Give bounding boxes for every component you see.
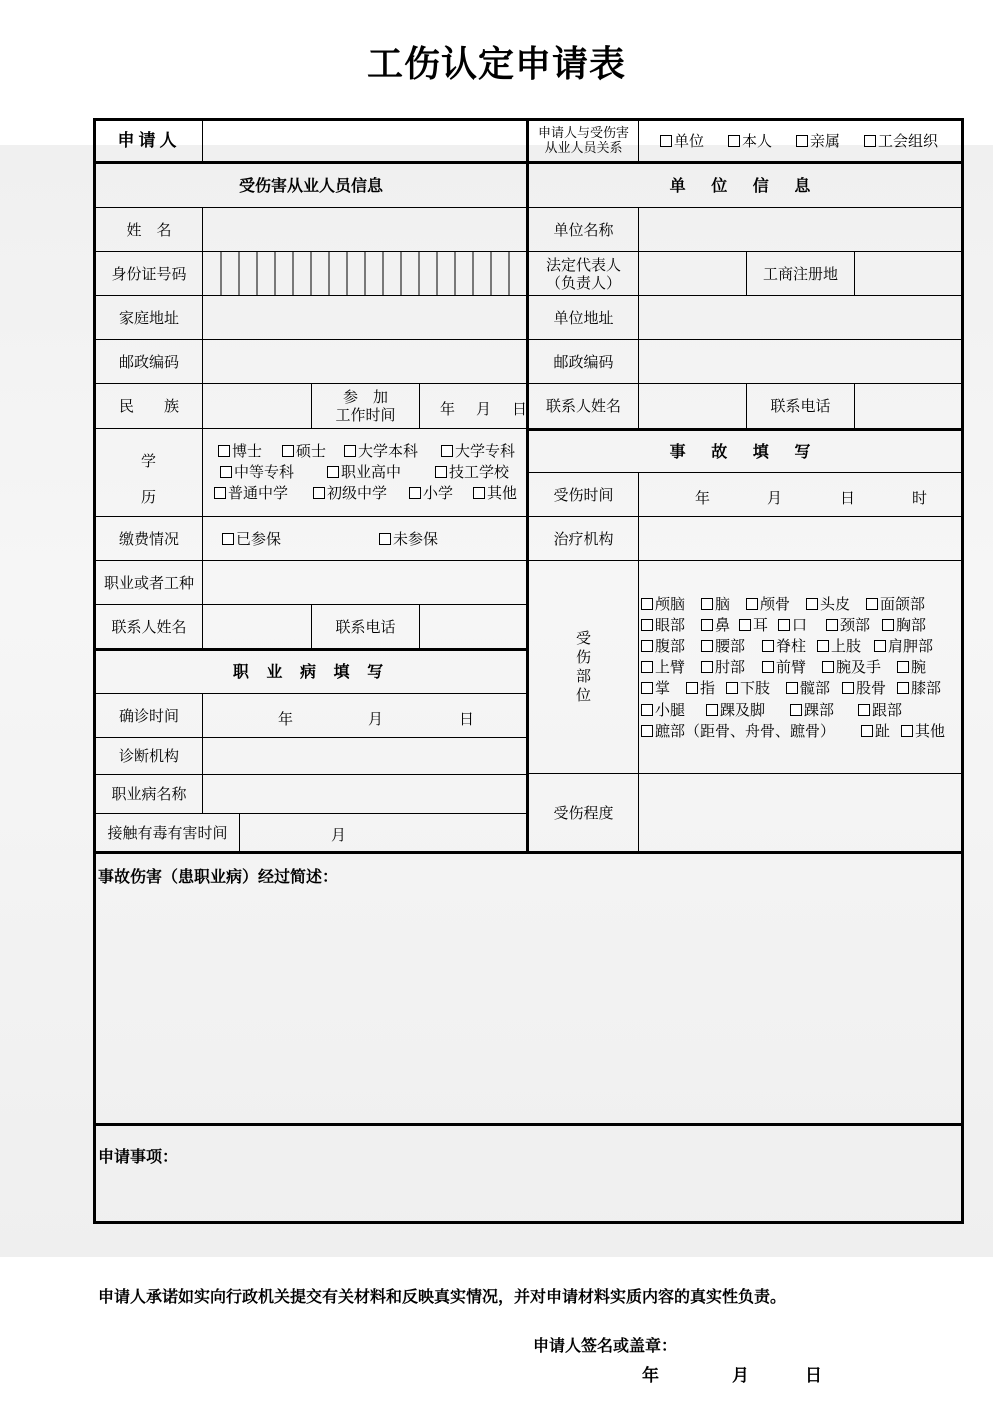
- body-part-option[interactable]: [901, 722, 945, 740]
- edu-option[interactable]: [327, 463, 401, 481]
- occupation-label: 职业或者工种: [103, 573, 194, 592]
- checkbox[interactable]: [686, 682, 698, 694]
- body-part-option[interactable]: [866, 595, 925, 613]
- checkbox[interactable]: [701, 598, 713, 610]
- checkbox[interactable]: [641, 661, 653, 673]
- body-part-option[interactable]: [746, 595, 790, 613]
- checkbox[interactable]: [218, 445, 230, 457]
- body-part-option[interactable]: [701, 616, 730, 634]
- body-part-option[interactable]: [790, 701, 834, 719]
- relation-label-line1: 申请人与受伤害: [537, 126, 629, 141]
- body-part-option[interactable]: [701, 637, 745, 655]
- work-start-label: [312, 384, 419, 428]
- option-label: 技工学校: [449, 463, 510, 481]
- option-label: 趾: [875, 722, 891, 740]
- body-part-option[interactable]: [641, 637, 685, 655]
- narrative-label: 事故伤害（患职业病）经过简述：: [98, 867, 339, 886]
- body-part-option[interactable]: [726, 679, 770, 697]
- edu-option[interactable]: [409, 484, 453, 502]
- divider: [419, 383, 420, 428]
- injured-contact-name-label: 联系人姓名: [111, 617, 187, 636]
- body-part-option[interactable]: [641, 722, 835, 740]
- option-label: 未参保: [393, 530, 439, 548]
- option-label: 髋部: [800, 679, 831, 697]
- accident-section-header: 事 故 填 写: [669, 441, 821, 461]
- checkbox[interactable]: [796, 135, 808, 147]
- education-label-2: 历: [141, 488, 157, 506]
- checkbox[interactable]: [282, 445, 294, 457]
- body-part-option[interactable]: [706, 701, 765, 719]
- option-label: 普通中学: [228, 484, 289, 502]
- option-label: 颅脑: [655, 595, 686, 613]
- relation-label-line2: 从业人员关系: [544, 141, 623, 156]
- relation-option-union[interactable]: [864, 132, 938, 150]
- checkbox[interactable]: [701, 619, 713, 631]
- divider: [239, 813, 240, 852]
- relation-option-relative[interactable]: [796, 132, 840, 150]
- signature-month: 月: [732, 1366, 749, 1386]
- option-label: 小腿: [655, 701, 686, 719]
- injury-day: 日: [840, 489, 856, 507]
- work-start-day: 日: [512, 400, 528, 418]
- checkbox[interactable]: [409, 487, 421, 499]
- option-label: 腕: [911, 658, 927, 676]
- body-part-option[interactable]: [778, 616, 807, 634]
- option-label: 初级中学: [327, 484, 388, 502]
- relation-label: [529, 121, 638, 161]
- request-textarea[interactable]: [96, 1168, 961, 1220]
- checkbox[interactable]: [762, 661, 774, 673]
- option-label: 蹠部（距骨、舟骨、蹠骨）: [655, 722, 836, 740]
- checkbox[interactable]: [806, 598, 818, 610]
- option-label: 股骨: [856, 679, 887, 697]
- injury-month: 月: [767, 489, 783, 507]
- option-label: 工会组织: [878, 132, 939, 150]
- applicant-input[interactable]: [203, 121, 526, 161]
- option-label: 肘部: [715, 658, 746, 676]
- divider: [93, 428, 528, 429]
- option-label: 颈部: [840, 616, 871, 634]
- work-start-year: 年: [440, 400, 456, 418]
- body-part-option[interactable]: [641, 658, 685, 676]
- checkbox[interactable]: [728, 135, 740, 147]
- checkbox[interactable]: [739, 619, 751, 631]
- checkbox[interactable]: [660, 135, 672, 147]
- divider: [638, 118, 639, 162]
- checkbox[interactable]: [701, 640, 713, 652]
- ethnicity-label: 民 族: [118, 397, 179, 415]
- checkbox[interactable]: [858, 704, 870, 716]
- severity-label: 受伤程度: [553, 803, 614, 822]
- checkbox[interactable]: [864, 135, 876, 147]
- body-part-option[interactable]: [874, 637, 933, 655]
- registration-label: 工商注册地: [762, 264, 838, 283]
- diagnosis-day: 日: [459, 710, 475, 728]
- divider: [854, 383, 855, 428]
- edu-option[interactable]: [441, 442, 515, 460]
- body-part-option[interactable]: [806, 595, 850, 613]
- edu-option[interactable]: [435, 463, 509, 481]
- body-part-option[interactable]: [897, 658, 926, 676]
- option-label: 眼部: [655, 616, 686, 634]
- relation-option-unit[interactable]: [660, 132, 704, 150]
- body-part-option[interactable]: [701, 595, 730, 613]
- divider: [93, 1123, 964, 1126]
- checkbox[interactable]: [641, 704, 653, 716]
- option-label: 踝部: [804, 701, 835, 719]
- checkbox[interactable]: [473, 487, 485, 499]
- checkbox[interactable]: [641, 598, 653, 610]
- option-label: 大学专科: [455, 442, 516, 460]
- diagnosis-month: 月: [368, 710, 384, 728]
- body-part-option[interactable]: [686, 679, 715, 697]
- option-label: 跟部: [872, 701, 903, 719]
- narrative-textarea[interactable]: [96, 890, 961, 1121]
- work-start-line2: 工作时间: [335, 406, 396, 424]
- edu-option[interactable]: [282, 442, 326, 460]
- name-label: 姓 名: [126, 220, 172, 239]
- option-label: 亲属: [810, 132, 841, 150]
- signature-label: 申请人签名或盖章：: [533, 1336, 678, 1355]
- unit-address-label: 单位地址: [553, 308, 614, 327]
- postcode-label: 邮政编码: [118, 352, 179, 371]
- body-part-option[interactable]: [817, 637, 861, 655]
- id-number-label: 身份证号码: [111, 264, 187, 283]
- unit-section-header: 单 位 信 息: [669, 175, 821, 195]
- body-part-option[interactable]: [826, 616, 870, 634]
- body-part-option[interactable]: [739, 616, 768, 634]
- body-part-option[interactable]: [897, 679, 941, 697]
- checkbox[interactable]: [641, 640, 653, 652]
- checkbox[interactable]: [441, 445, 453, 457]
- body-part-option[interactable]: [861, 722, 890, 740]
- option-label: 腰部: [715, 637, 746, 655]
- option-label: 面颌部: [880, 595, 926, 613]
- legal-rep-label: [529, 252, 638, 295]
- insurance-option-yes[interactable]: [222, 530, 281, 548]
- checkbox[interactable]: [842, 682, 854, 694]
- body-part-option[interactable]: [822, 658, 881, 676]
- edu-option[interactable]: [214, 484, 288, 502]
- signature-year: 年: [642, 1366, 659, 1386]
- checkbox[interactable]: [706, 704, 718, 716]
- option-label: 中等专科: [234, 463, 295, 481]
- unit-contact-phone-label: 联系电话: [770, 397, 831, 415]
- option-label: 其他: [915, 722, 946, 740]
- diagnosis-time-label: 确诊时间: [118, 706, 179, 725]
- diagnosis-year: 年: [278, 710, 294, 728]
- option-label: 腹部: [655, 637, 686, 655]
- option-label: 上臂: [655, 658, 686, 676]
- checkbox[interactable]: [327, 466, 339, 478]
- legal-rep-line1: 法定代表人: [545, 255, 621, 274]
- option-label: 耳: [753, 616, 769, 634]
- option-label: 膝部: [911, 679, 942, 697]
- edu-option[interactable]: [473, 484, 517, 502]
- body-part-option[interactable]: [762, 637, 806, 655]
- body-part-label-char: 部: [575, 667, 591, 685]
- checkbox[interactable]: [866, 598, 878, 610]
- applicant-promise: 申请人承诺如实向行政机关提交有关材料和反映真实情况，并对申请材料实质内容的真实性负责。: [98, 1287, 787, 1306]
- exposure-time-label: 接触有毒有害时间: [107, 823, 228, 842]
- body-part-option[interactable]: [641, 701, 685, 719]
- body-part-label-char: 受: [575, 629, 591, 647]
- body-part-option[interactable]: [641, 616, 685, 634]
- checkbox[interactable]: [726, 682, 738, 694]
- checkbox[interactable]: [822, 661, 834, 673]
- option-label: 胸部: [896, 616, 927, 634]
- option-label: 本人: [742, 132, 773, 150]
- checkbox[interactable]: [641, 619, 653, 631]
- option-label: 脊柱: [776, 637, 807, 655]
- checkbox[interactable]: [762, 640, 774, 652]
- option-label: 头皮: [820, 595, 851, 613]
- applicant-label: 申请人: [117, 131, 181, 151]
- home-address-label: 家庭地址: [118, 308, 179, 327]
- body-part-option[interactable]: [786, 679, 830, 697]
- insurance-label: 缴费情况: [118, 529, 179, 548]
- body-part-label: [529, 561, 638, 773]
- divider: [854, 251, 855, 295]
- unit-name-label: 单位名称: [553, 220, 614, 239]
- body-part-option[interactable]: [641, 595, 685, 613]
- injury-hour: 时: [912, 489, 928, 507]
- checkbox[interactable]: [222, 533, 234, 545]
- request-label: 申请事项：: [98, 1147, 179, 1166]
- option-label: 小学: [423, 484, 454, 502]
- edu-option[interactable]: [313, 484, 387, 502]
- checkbox[interactable]: [220, 466, 232, 478]
- body-part-label-char: 位: [575, 686, 591, 704]
- checkbox[interactable]: [778, 619, 790, 631]
- checkbox[interactable]: [817, 640, 829, 652]
- diagnosis-org-label: 诊断机构: [118, 747, 179, 765]
- option-label: 脑: [715, 595, 731, 613]
- unit-contact-name-label: 联系人姓名: [545, 397, 621, 415]
- injury-year: 年: [695, 489, 711, 507]
- checkbox[interactable]: [641, 682, 653, 694]
- option-label: 颅骨: [760, 595, 791, 613]
- option-label: 大学本科: [358, 442, 419, 460]
- body-part-option[interactable]: [882, 616, 926, 634]
- option-label: 腕及手: [836, 658, 882, 676]
- option-label: 职业高中: [341, 463, 402, 481]
- body-part-option[interactable]: [641, 679, 670, 697]
- checkbox[interactable]: [435, 466, 447, 478]
- body-part-label-char: 伤: [575, 648, 591, 666]
- checkbox[interactable]: [786, 682, 798, 694]
- option-label: 踝及脚: [720, 701, 766, 719]
- option-label: 指: [700, 679, 716, 697]
- id-number-boxes[interactable]: [203, 251, 526, 295]
- option-label: 下肢: [740, 679, 771, 697]
- checkbox[interactable]: [344, 445, 356, 457]
- work-start-line1: 参 加: [342, 388, 388, 406]
- injured-section-header: 受伤害从业人员信息: [238, 175, 383, 195]
- checkbox[interactable]: [214, 487, 226, 499]
- disease-name-label: 职业病名称: [111, 785, 187, 803]
- option-label: 口: [792, 616, 808, 634]
- checkbox[interactable]: [897, 682, 909, 694]
- education-label-1: 学: [141, 452, 157, 470]
- checkbox[interactable]: [897, 661, 909, 673]
- option-label: 掌: [655, 679, 671, 697]
- divider: [419, 604, 420, 648]
- option-label: 肩胛部: [888, 637, 934, 655]
- divider: [638, 207, 639, 428]
- body-part-option[interactable]: [701, 658, 745, 676]
- treatment-org-label: 治疗机构: [553, 529, 614, 548]
- legal-rep-line2: （负责人）: [545, 273, 621, 292]
- checkbox[interactable]: [826, 619, 838, 631]
- checkbox[interactable]: [861, 725, 873, 737]
- checkbox[interactable]: [641, 725, 653, 737]
- injured-contact-phone-label: 联系电话: [335, 617, 396, 636]
- option-label: 博士: [232, 442, 263, 460]
- checkbox[interactable]: [901, 725, 913, 737]
- checkbox[interactable]: [746, 598, 758, 610]
- work-start-month: 月: [476, 400, 492, 418]
- checkbox[interactable]: [313, 487, 325, 499]
- checkbox[interactable]: [701, 661, 713, 673]
- edu-option[interactable]: [344, 442, 418, 460]
- body-part-option[interactable]: [858, 701, 902, 719]
- exposure-months: 月: [331, 826, 347, 844]
- checkbox[interactable]: [790, 704, 802, 716]
- option-label: 已参保: [236, 530, 282, 548]
- checkbox[interactable]: [379, 533, 391, 545]
- option-label: 上肢: [831, 637, 862, 655]
- body-part-option[interactable]: [842, 679, 886, 697]
- checkbox[interactable]: [874, 640, 886, 652]
- edu-option[interactable]: [220, 463, 294, 481]
- checkbox[interactable]: [882, 619, 894, 631]
- insurance-option-no[interactable]: [379, 530, 438, 548]
- signature-day: 日: [805, 1366, 822, 1386]
- injury-time-label: 受伤时间: [553, 485, 614, 504]
- unit-postcode-label: 邮政编码: [553, 352, 614, 371]
- option-label: 其他: [487, 484, 518, 502]
- disease-section-header: 职 业 病 填 写: [232, 662, 390, 681]
- edu-option[interactable]: [218, 442, 262, 460]
- option-label: 硕士: [296, 442, 327, 460]
- body-part-option[interactable]: [762, 658, 806, 676]
- option-label: 前臂: [776, 658, 807, 676]
- option-label: 单位: [674, 132, 705, 150]
- divider: [202, 693, 203, 814]
- option-label: 鼻: [715, 616, 731, 634]
- divider: [638, 472, 639, 852]
- relation-option-self[interactable]: [728, 132, 772, 150]
- page-title: 工伤认定申请表: [366, 43, 626, 85]
